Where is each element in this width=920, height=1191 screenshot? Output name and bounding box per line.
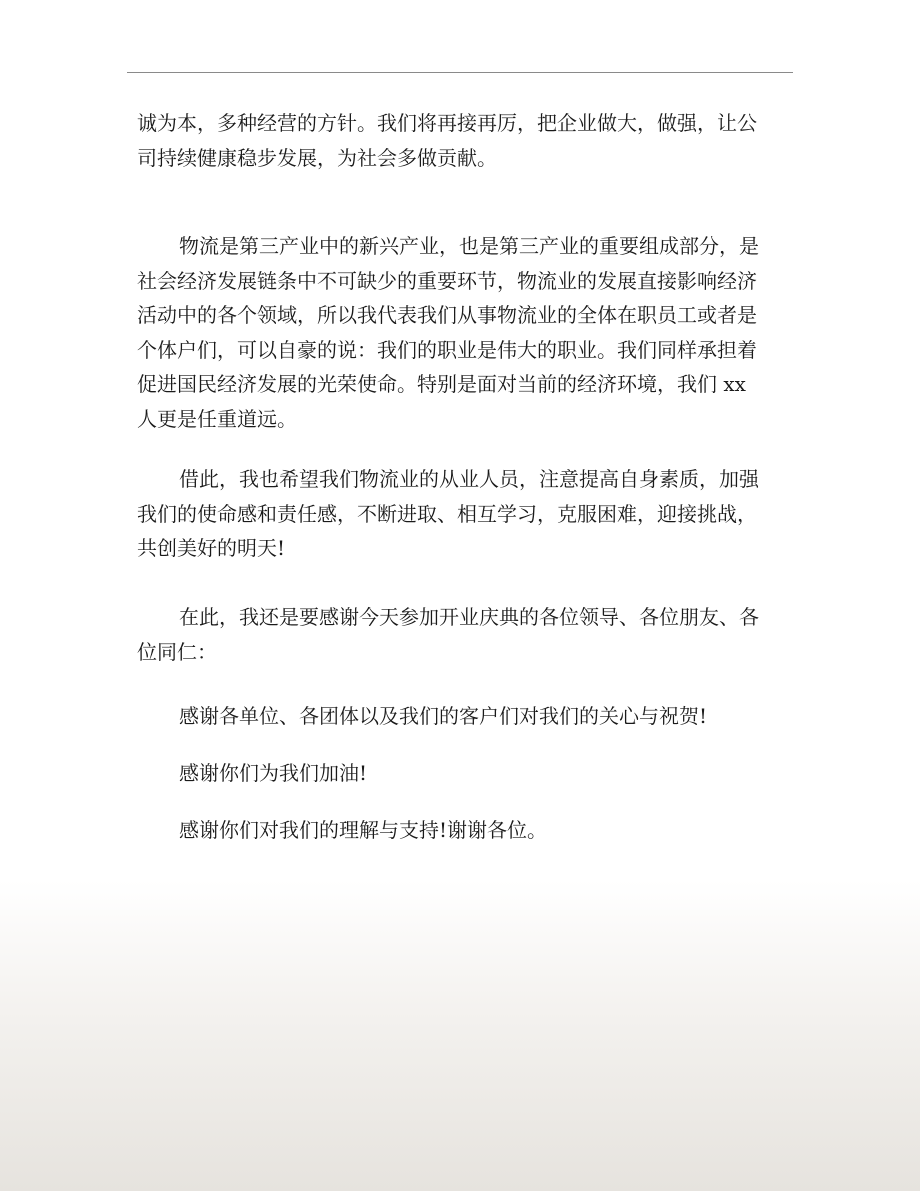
text-line: 活动中的各个领域，所以我代表我们从事物流业的全体在职员工或者是 — [137, 303, 757, 327]
text-line: 司持续健康稳步发展，为社会多做贡献。 — [137, 145, 497, 170]
text-line: 人更是任重道远。 — [137, 406, 297, 431]
text-line: 共创美好的明天! — [137, 536, 286, 560]
text-line: 借此，我也希望我们物流业的从业人员，注意提高自身素质，加强 — [179, 467, 759, 491]
text-line: 感谢各单位、各团体以及我们的客户们对我们的关心与祝贺! — [179, 704, 708, 728]
text-line: 在此，我还是要感谢今天参加开业庆典的各位领导、各位朋友、各 — [179, 605, 759, 629]
text-line: 诚为本，多种经营的方针。我们将再接再厉，把企业做大，做强，让公 — [137, 111, 757, 135]
paragraph-3 — [137, 462, 797, 566]
paragraph-4 — [137, 600, 797, 669]
text-line: 物流是第三产业中的新兴产业，也是第三产业的重要组成部分，是 — [179, 234, 759, 258]
text-line: 位同仁： — [137, 639, 217, 664]
text-line: 感谢你们为我们加油! — [179, 761, 368, 785]
paragraph-1 — [137, 106, 797, 175]
paragraph-6 — [137, 756, 797, 791]
paragraph-2 — [137, 229, 797, 436]
text-line: 感谢你们对我们的理解与支持!谢谢各位。 — [179, 818, 548, 842]
header-rule — [127, 72, 793, 73]
paragraph-7 — [137, 813, 797, 848]
text-line: 个体户们，可以自豪的说：我们的职业是伟大的职业。我们同样承担着 — [137, 337, 757, 362]
text-line: 社会经济发展链条中不可缺少的重要环节，物流业的发展直接影响经济 — [137, 268, 757, 293]
paragraph-5 — [137, 699, 797, 734]
text-line: 促进国民经济发展的光荣使命。特别是面对当前的经济环境，我们 xx — [137, 372, 746, 396]
text-line: 我们的使命感和责任感，不断进取、相互学习，克服困难，迎接挑战， — [137, 501, 757, 526]
